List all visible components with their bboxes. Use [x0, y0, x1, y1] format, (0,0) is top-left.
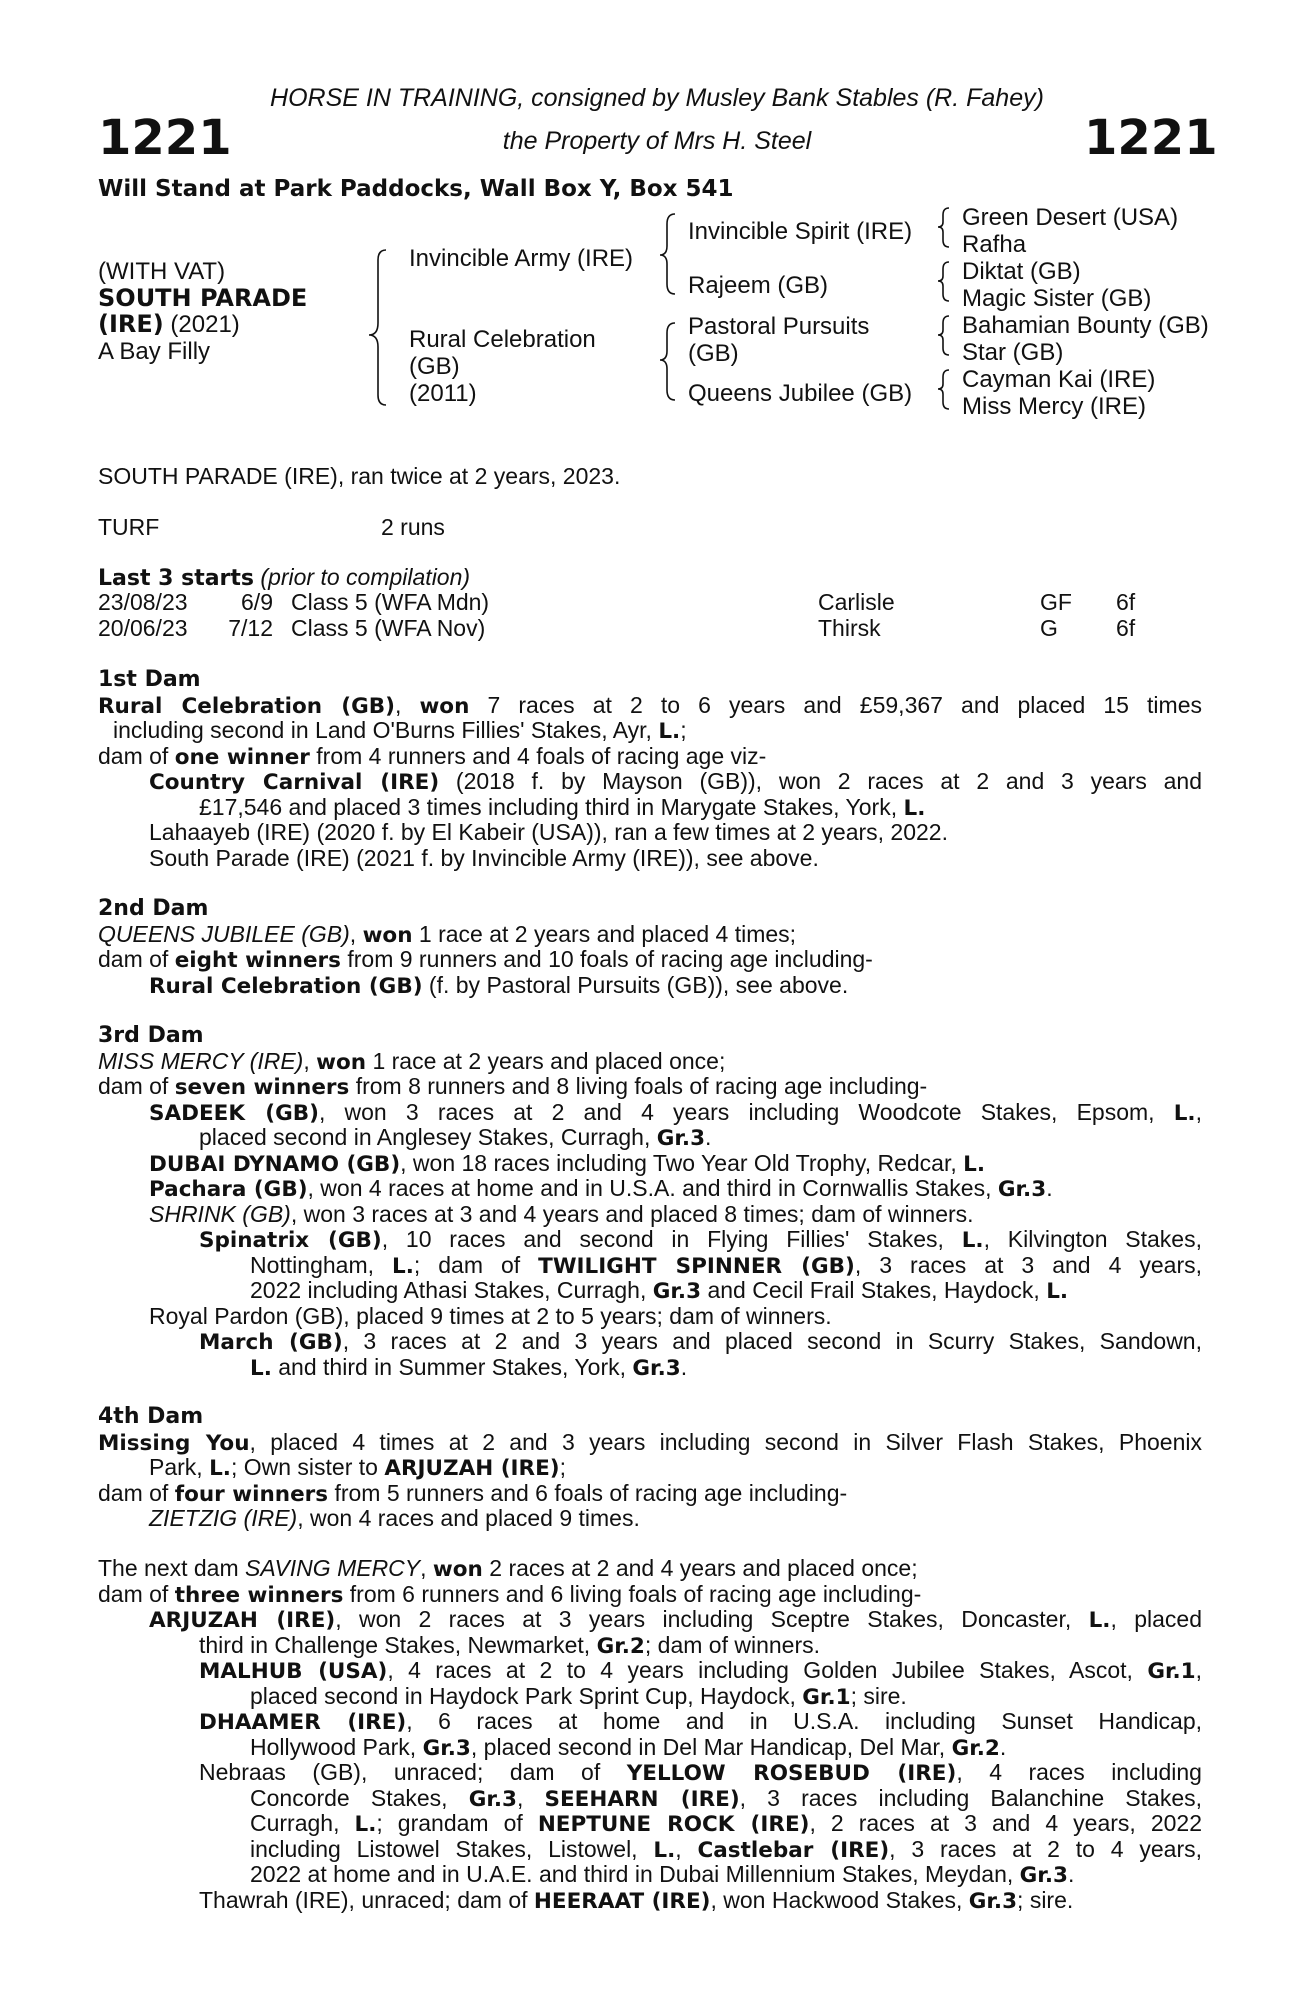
start-distance: 6f: [1116, 589, 1136, 615]
next-dam-line: third in Challenge Stakes, Newmarket, Gr.2; dam of winners.: [199, 1631, 821, 1659]
third-dam-line: Spinatrix (GB), 10 races and second in Flying Fillies' Stakes, L., Kilvington Stakes,: [199, 1226, 1202, 1253]
pedigree-dsd: Star (GB): [962, 339, 1064, 366]
third-dam-line: 2022 including Athasi Stakes, Curragh, Gr.3 and Cecil Frail Stakes, Haydock, L.: [250, 1277, 1069, 1304]
property-line: the Property of Mrs H. Steel: [502, 127, 812, 155]
start-position: 7/12: [228, 615, 273, 641]
horse-description: A Bay Filly: [98, 338, 211, 365]
first-dam-line: South Parade (IRE) (2021 f. by Invincible Army (IRE)), see above.: [149, 844, 819, 871]
next-dam-section: [98, 1556, 1202, 1913]
horse-name: SOUTH PARADE: [98, 284, 308, 312]
last-starts-title: Last 3 starts: [98, 566, 255, 591]
next-dam-line: The next dam SAVING MERCY, won 2 races at 2 and 4 years and placed once;: [98, 1555, 918, 1582]
pedigree-ddd: Miss Mercy (IRE): [962, 393, 1146, 420]
consignment-line: HORSE IN TRAINING, consigned by Musley Bank Stables (R. Fahey): [270, 84, 1044, 112]
next-dam-line: Hollywood Park, Gr.3, placed second in Del Mar Handicap, Del Mar, Gr.2.: [250, 1733, 1007, 1761]
next-dam-line: DHAAMER (IRE), 6 races at home and in U.S.A. including Sunset Handicap,: [199, 1708, 1202, 1735]
last-starts-subtitle: (prior to compilation): [260, 564, 471, 590]
start-going: G: [1040, 615, 1058, 641]
pedigree-sire-dam: Rajeem (GB): [688, 272, 829, 299]
next-dam-line: Curragh, L.; grandam of NEPTUNE ROCK (IRE), 2 races at 3 and 4 years, 2022: [250, 1810, 1203, 1837]
pedigree-dam-line3: (2011): [409, 380, 477, 407]
fourth-dam-line: Missing You, placed 4 times at 2 and 3 years including second in Silver Flash Stakes, Phoenix: [98, 1428, 1202, 1456]
last-starts-heading: [98, 565, 470, 592]
start-distance: 6f: [1116, 615, 1136, 641]
start-date: 23/08/23: [98, 589, 188, 615]
start-class: Class 5 (WFA Nov): [291, 615, 486, 641]
third-dam-line: DUBAI DYNAMO (GB), won 18 races including Two Year Old Trophy, Redcar, L.: [149, 1149, 986, 1177]
second-dam-heading: 2nd Dam: [98, 896, 209, 921]
vat-note: (WITH VAT): [98, 258, 226, 285]
third-dam-heading: 3rd Dam: [98, 1023, 204, 1048]
pedigree-dam-sire-line2: (GB): [688, 340, 739, 367]
next-dam-line: placed second in Haydock Park Sprint Cup, Haydock, Gr.1; sire.: [250, 1682, 907, 1710]
next-dam-line: Thawrah (IRE), unraced; dam of HEERAAT (IRE), won Hackwood Stakes, Gr.3; sire.: [199, 1886, 1074, 1914]
start-course: Carlisle: [818, 589, 895, 615]
third-dam-section: [98, 1023, 1202, 1380]
pedigree-ssd: Rafha: [962, 231, 1027, 258]
pedigree-dam-line1: Rural Celebration: [409, 326, 596, 353]
pedigree-dam-dam: Queens Jubilee (GB): [688, 380, 913, 407]
lot-number-left: 1221: [98, 110, 232, 166]
first-dam-heading: 1st Dam: [98, 667, 201, 692]
first-dam-line: dam of one winner from 4 runners and 4 foals of racing age viz-: [98, 742, 767, 770]
surface-name: TURF: [98, 514, 160, 540]
pedigree-sire-sire: Invincible Spirit (IRE): [688, 218, 913, 245]
third-dam-line: MISS MERCY (IRE), won 1 race at 2 years and placed once;: [98, 1047, 726, 1075]
second-dam-line: dam of eight winners from 9 runners and 10 foals of racing age including-: [98, 946, 873, 973]
third-dam-line: March (GB), 3 races at 2 and 3 years and placed second in Scurry Stakes, Sandown,: [199, 1328, 1202, 1355]
pedigree-dss: Bahamian Bounty (GB): [962, 312, 1209, 339]
first-dam-line: Country Carnival (IRE) (2018 f. by Mayson (GB)), won 2 races at 2 and 3 years and: [149, 768, 1202, 795]
first-dam-section: [98, 667, 1202, 871]
next-dam-line: dam of three winners from 6 runners and 6 living foals of racing age including-: [98, 1580, 922, 1608]
horse-country: (IRE): [98, 310, 164, 338]
fourth-dam-section: [98, 1404, 1202, 1532]
location-line: Will Stand at Park Paddocks, Wall Box Y, Box 541: [98, 176, 734, 202]
third-dam-line: placed second in Anglesey Stakes, Curragh, Gr.3.: [199, 1124, 712, 1151]
start-date: 20/06/23: [98, 615, 188, 641]
third-dam-line: dam of seven winners from 8 runners and 8 living foals of racing age including-: [98, 1073, 928, 1100]
fourth-dam-line: Park, L.; Own sister to ARJUZAH (IRE);: [149, 1454, 566, 1481]
race-summary: SOUTH PARADE (IRE), ran twice at 2 years, 2023.: [98, 463, 621, 489]
pedigree-sire: Invincible Army (IRE): [409, 245, 634, 272]
third-dam-line: Royal Pardon (GB), placed 9 times at 2 to 5 years; dam of winners.: [149, 1302, 832, 1329]
next-dam-line: 2022 at home and in U.A.E. and third in Dubai Millennium Stakes, Meydan, Gr.3.: [250, 1861, 1075, 1888]
third-dam-line: Nottingham, L.; dam of TWILIGHT SPINNER (GB), 3 races at 3 and 4 years,: [250, 1251, 1202, 1279]
first-dam-line: £17,546 and placed 3 times including third in Marygate Stakes, York, L.: [199, 793, 926, 821]
third-dam-line: Pachara (GB), won 4 races at home and in U.S.A. and third in Cornwallis Stakes, Gr.3.: [149, 1175, 1053, 1202]
second-dam-section: [98, 896, 1202, 998]
start-class: Class 5 (WFA Mdn): [291, 589, 490, 615]
next-dam-line: including Listowel Stakes, Listowel, L., Castlebar (IRE), 3 races at 2 to 4 years,: [250, 1835, 1202, 1863]
first-dam-line: Lahaayeb (IRE) (2020 f. by El Kabeir (USA)), ran a few times at 2 years, 2022.: [149, 819, 948, 845]
first-dam-line: Rural Celebration (GB), won 7 races at 2 to 6 years and £59,367 and placed 15 times: [98, 691, 1202, 719]
fourth-dam-line: dam of four winners from 5 runners and 6 foals of racing age including-: [98, 1479, 848, 1507]
start-position: 6/9: [241, 589, 273, 615]
third-dam-line: L. and third in Summer Stakes, York, Gr.3.: [250, 1353, 688, 1381]
pedigree-dds: Cayman Kai (IRE): [962, 366, 1156, 393]
next-dam-line: MALHUB (USA), 4 races at 2 to 4 years including Golden Jubilee Stakes, Ascot, Gr.1,: [199, 1657, 1203, 1684]
pedigree-dam-sire-line1: Pastoral Pursuits: [688, 313, 870, 340]
next-dam-line: Nebraas (GB), unraced; dam of YELLOW ROSEBUD (IRE), 4 races including: [199, 1759, 1202, 1786]
horse-year: (2021): [163, 311, 240, 338]
next-dam-line: Concorde Stakes, Gr.3, SEEHARN (IRE), 3 races including Balanchine Stakes,: [250, 1784, 1203, 1812]
first-dam-line: including second in Land O'Burns Fillies' Stakes, Ayr, L.;: [113, 717, 687, 744]
start-going: GF: [1040, 589, 1072, 615]
pedigree-sss: Green Desert (USA): [962, 204, 1179, 231]
surface-runs: 2 runs: [381, 514, 445, 540]
fourth-dam-line: ZIETZIG (IRE), won 4 races and placed 9 times.: [149, 1505, 640, 1531]
pedigree-dam-line2: (GB): [409, 353, 460, 380]
second-dam-line: Rural Celebration (GB) (f. by Pastoral Pursuits (GB)), see above.: [149, 971, 849, 999]
third-dam-line: SADEEK (GB), won 3 races at 2 and 4 years including Woodcote Stakes, Epsom, L.,: [149, 1098, 1202, 1126]
start-course: Thirsk: [818, 615, 881, 641]
next-dam-line: ARJUZAH (IRE), won 2 races at 3 years including Sceptre Stakes, Doncaster, L., placed: [149, 1606, 1202, 1633]
pedigree-sdd: Magic Sister (GB): [962, 285, 1152, 312]
pedigree-sds: Diktat (GB): [962, 258, 1081, 285]
third-dam-line: SHRINK (GB), won 3 races at 3 and 4 years and placed 8 times; dam of winners.: [149, 1200, 974, 1227]
fourth-dam-heading: 4th Dam: [98, 1404, 204, 1429]
second-dam-line: QUEENS JUBILEE (GB), won 1 race at 2 years and placed 4 times;: [98, 920, 797, 948]
lot-number-right: 1221: [1084, 110, 1218, 166]
